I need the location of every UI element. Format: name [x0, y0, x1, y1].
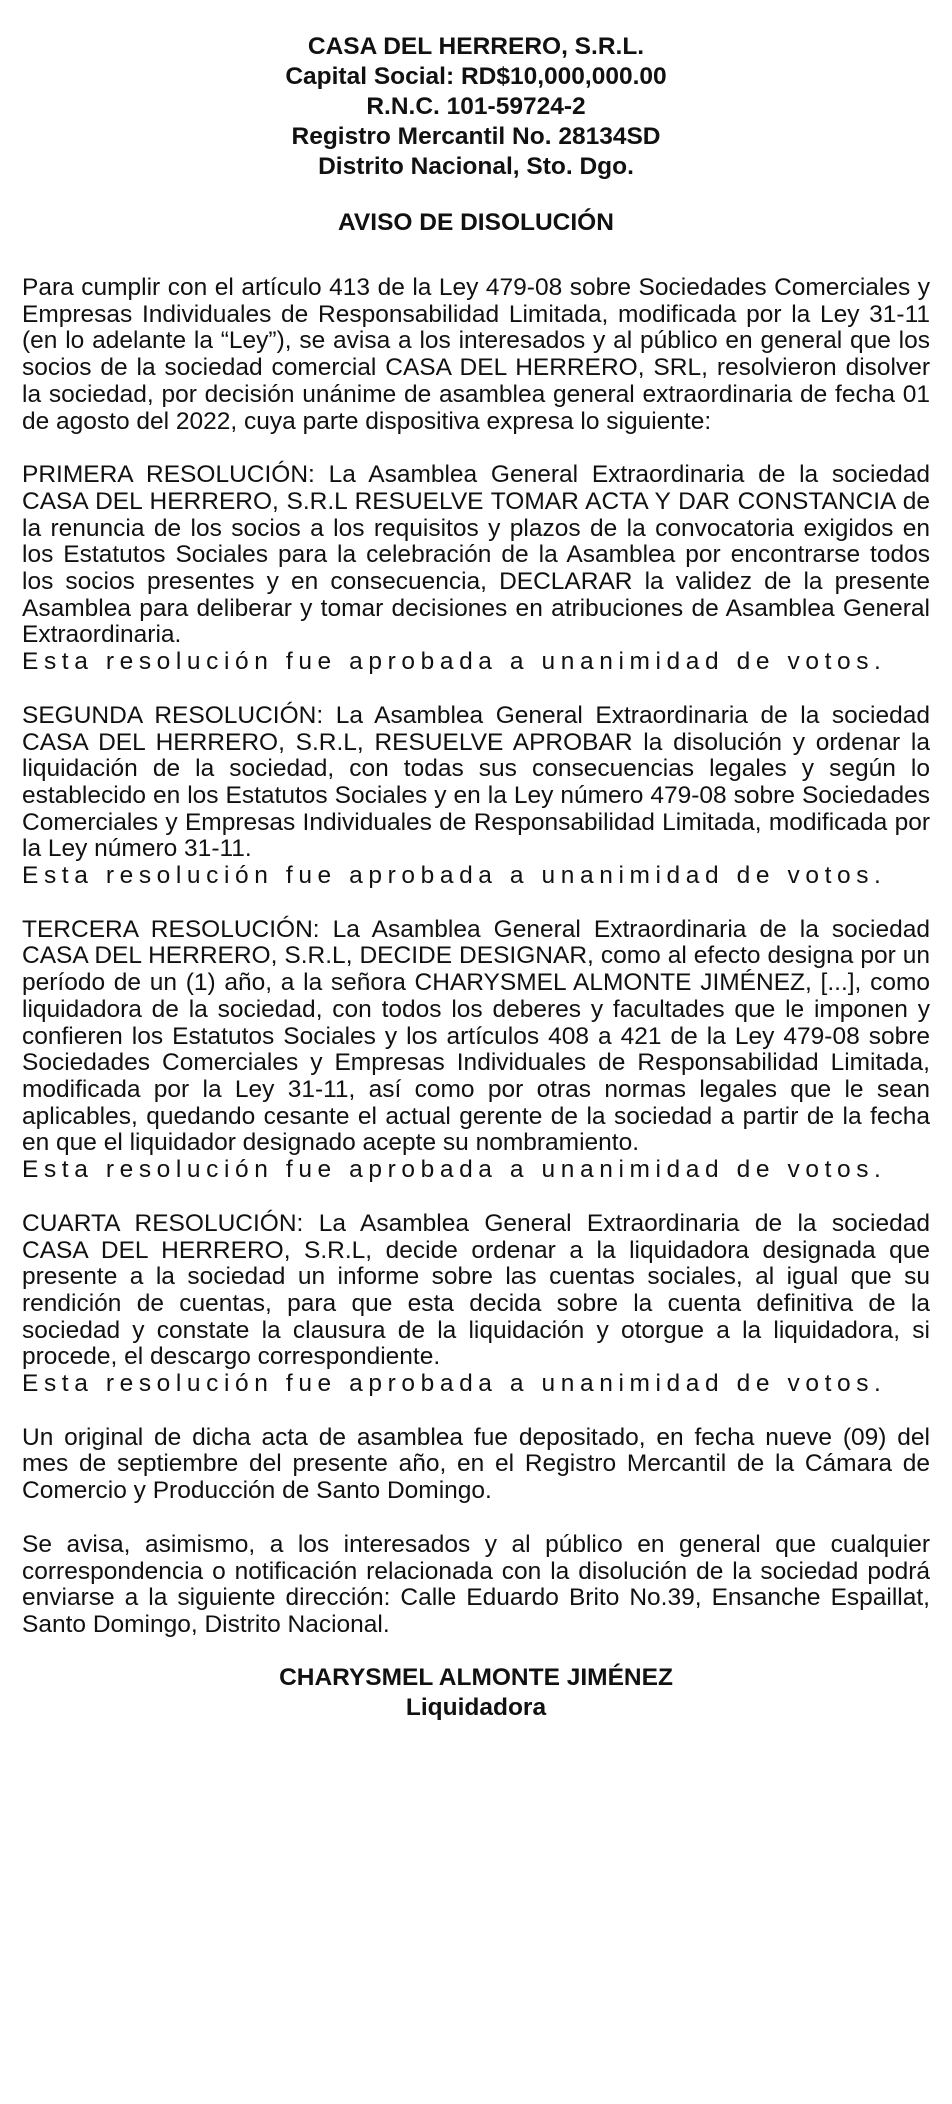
- resolution-text: SEGUNDA RESOLUCIÓN: La Asamblea General Extraordinaria de la sociedad CASA DEL HERRERO, S.R.L, RESUELVE APROBAR la disolución y ordenar la liquidación de la sociedad, con todas sus consecuencias legales y según lo establecido en los Estatutos Sociales y en la Ley número 479-08 sobre Sociedades Comerciales y Empresas Individuales de Responsabilidad Limitada, modificada por la Ley número 31-11.: [22, 701, 930, 863]
- resolution-text: CUARTA RESOLUCIÓN: La Asamblea General Extraordinaria de la sociedad CASA DEL HERRERO, S.R.L, decide ordenar a la liquidadora designada que presente a la sociedad un informe sobre las cuentas sociales, al igual que su rendición de cuentas, para que esta decida sobre la cuenta definitiva de la sociedad y constate la clausura de la liquidación y otorgue a la liquidadora, si procede, el descargo correspondiente.: [22, 1209, 930, 1371]
- company-location: Distrito Nacional, Sto. Dgo.: [318, 153, 634, 180]
- resolution-approval: Esta resolución fue aprobada a unanimidad de votos.: [22, 648, 887, 676]
- company-header: [22, 32, 930, 182]
- resolution-third: [22, 917, 930, 1184]
- resolution-text: PRIMERA RESOLUCIÓN: La Asamblea General Extraordinaria de la sociedad CASA DEL HERRERO, S.R.L RESUELVE TOMAR ACTA Y DAR CONSTANCIA de la renuncia de los socios a los requisitos y plazos de la convocatoria exigidos en los Estatutos Sociales para la celebración de la Asamblea por encontrarse todos los socios presentes y en consecuencia, DECLARAR la validez de la presente Asamblea para deliberar y tomar decisiones en atribuciones de Asamblea General Extraordinaria.: [22, 461, 930, 649]
- signature-block: [22, 1663, 930, 1723]
- resolution-text: TERCERA RESOLUCIÓN: La Asamblea General Extraordinaria de la sociedad CASA DEL HERRERO, S.R.L, DECIDE DESIGNAR, como al efecto designa por un período de un (1) año, a la señora CHARYSMEL ALMONTE JIMÉNEZ, [...], como liquidadora de la sociedad, con todos los deberes y facultades que le imponen y confieren los Estatutos Sociales y los artículos 408 a 421 de la Ley 479-08 sobre Sociedades Comerciales y Empresas Individuales de Responsabilidad Limitada, modificada por la Ley 31-11, así como por otras normas legales que le sean aplicables, quedando cesante el actual gerente de la sociedad a partir de la fecha en que el liquidador designado acepte su nombramiento.: [22, 915, 930, 1157]
- intro-paragraph: Para cumplir con el artículo 413 de la Ley 479-08 sobre Sociedades Comerciales y Empresas Individuales de Responsabilidad Limitada, modificada por la Ley 31-11 (en lo adelante la “Ley”), se avisa a los interesados y al público en general que los socios de la sociedad comercial CASA DEL HERRERO, SRL, resolvieron disolver la sociedad, por decisión unánime de asamblea general extraordinaria de fecha 01 de agosto del 2022, cuya parte dispositiva expresa lo siguiente:: [22, 274, 930, 435]
- resolution-approval: Esta resolución fue aprobada a unanimidad de votos.: [22, 862, 887, 890]
- resolution-approval: Esta resolución fue aprobada a unanimidad de votos.: [22, 1156, 887, 1184]
- notice-title: AVISO DE DISOLUCIÓN: [338, 209, 614, 236]
- resolution-fourth: [22, 1211, 930, 1398]
- capital-social: Capital Social: RD$10,000,000.00: [285, 63, 667, 90]
- company-name: CASA DEL HERRERO, S.R.L.: [307, 33, 645, 60]
- resolution-approval: Esta resolución fue aprobada a unanimidad de votos.: [22, 1370, 887, 1398]
- mercantile-registry: Registro Mercantil No. 28134SD: [291, 123, 661, 150]
- liquidator-name: CHARYSMEL ALMONTE JIMÉNEZ: [279, 1663, 673, 1691]
- liquidator-role: Liquidadora: [405, 1693, 547, 1721]
- rnc-number: R.N.C. 101-59724-2: [366, 93, 586, 120]
- resolution-first: [22, 462, 930, 676]
- resolution-second: [22, 703, 930, 890]
- deposit-paragraph: Un original de dicha acta de asamblea fue depositado, en fecha nueve (09) del mes de septiembre del presente año, en el Registro Mercantil de la Cámara de Comercio y Producción de Santo Domingo.: [22, 1423, 930, 1505]
- contact-paragraph: Se avisa, asimismo, a los interesados y al público en general que cualquier correspondencia o notificación relacionada con la disolución de la sociedad podrá enviarse a la siguiente dirección: Calle Eduardo Brito No.39, Ensanche Espaillat, Santo Domingo, Distrito Nacional.: [22, 1530, 930, 1638]
